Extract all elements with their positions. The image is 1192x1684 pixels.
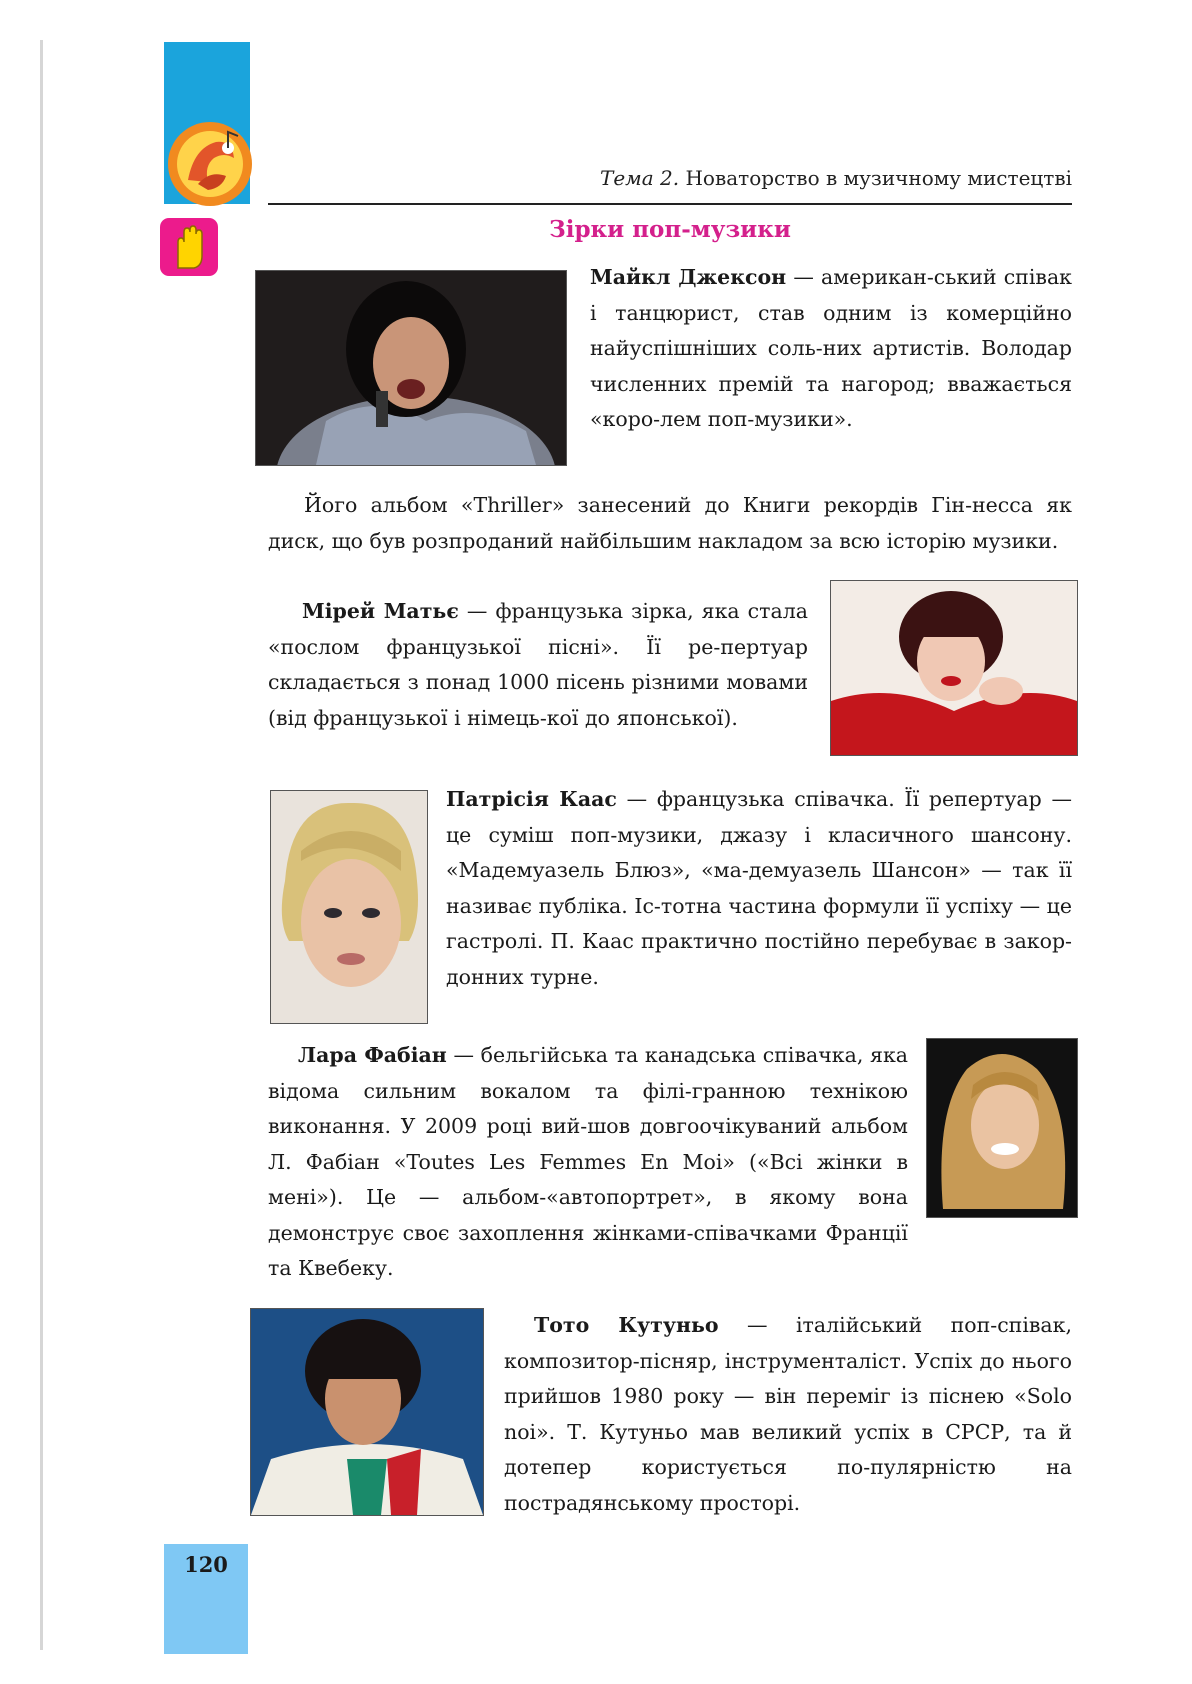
mathieu-description: — французька зірка, яка стала «послом французької пісні». Її ре-пертуар складається з понад 1000 пісень різними мовами (від французької і німець-кої до японської).	[268, 599, 808, 730]
page-margin-line	[40, 40, 43, 1650]
theme-label: Тема 2.	[599, 166, 680, 190]
cutugno-description: — італійський поп-співак, композитор-пісняр, інструменталіст. Успіх до нього прийшов 1980 року — він переміг із піснею «Solo noi». Т. Кутуньо мав великий успіх в СРСР, та й дотепер користується по-пулярністю на пострадянському просторі.	[504, 1313, 1072, 1515]
raised-hand-icon	[160, 218, 218, 276]
mireille-mathieu-photo	[830, 580, 1078, 756]
kaas-text	[446, 782, 1072, 995]
header-rule	[268, 203, 1072, 205]
cutugno-text	[504, 1308, 1072, 1521]
theme-title: Новаторство в музичному мистецтві	[685, 166, 1072, 190]
jackson-intro-text	[590, 260, 1072, 438]
mathieu-name: Мірей Матьє	[302, 599, 459, 623]
fabian-description: — бельгійська та канадська співачка, яка відома сильним вокалом та філі-гранною технікою виконання. У 2009 році вий-шов довгоочікуваний альбом Л. Фабіан «Toutes Les Femmes En Moi» («Всі жінки в мені»). Це — альбом-«автопортрет», в якому вона демонструє своє захоплення жінками-співачками Франції та Квебеку.	[268, 1043, 908, 1280]
patricia-kaas-photo	[270, 790, 428, 1024]
running-header	[560, 166, 1072, 190]
section-title: Зірки поп-музики	[549, 216, 791, 243]
jackson-name: Майкл Джексон	[590, 265, 787, 289]
toto-cutugno-photo	[250, 1308, 484, 1516]
lara-fabian-photo	[926, 1038, 1078, 1218]
page-number: 120	[184, 1552, 228, 1577]
fabian-text	[268, 1038, 908, 1287]
kaas-name: Патрісія Каас	[446, 787, 617, 811]
michael-jackson-photo	[255, 270, 567, 466]
cutugno-name: Тото Кутуньо	[534, 1313, 719, 1337]
fabian-name: Лара Фабіан	[298, 1043, 447, 1067]
lyre-note-emblem-icon	[164, 118, 256, 214]
jackson-description: — американ-ський співак і танцюрист, став одним із комерційно найуспішніших соль-них артистів. Володар численних премій та нагород; вважається «коро-лем поп-музики».	[590, 265, 1072, 431]
jackson-continuation-text: Його альбом «Thriller» занесений до Книги рекордів Гін-несса як диск, що був розпроданий найбільшим накладом за всю історію музики.	[268, 493, 1072, 553]
kaas-description: — французька співачка. Її репертуар — це суміш поп-музики, джазу і класичного шансону. «Мадемуазель Блюз», «ма-демуазель Шансон» — так її називає публіка. Іс-тотна частина формули її успіху — це гастролі. П. Каас практично постійно перебуває в закор-донних турне.	[446, 787, 1072, 989]
mathieu-text	[268, 594, 808, 736]
